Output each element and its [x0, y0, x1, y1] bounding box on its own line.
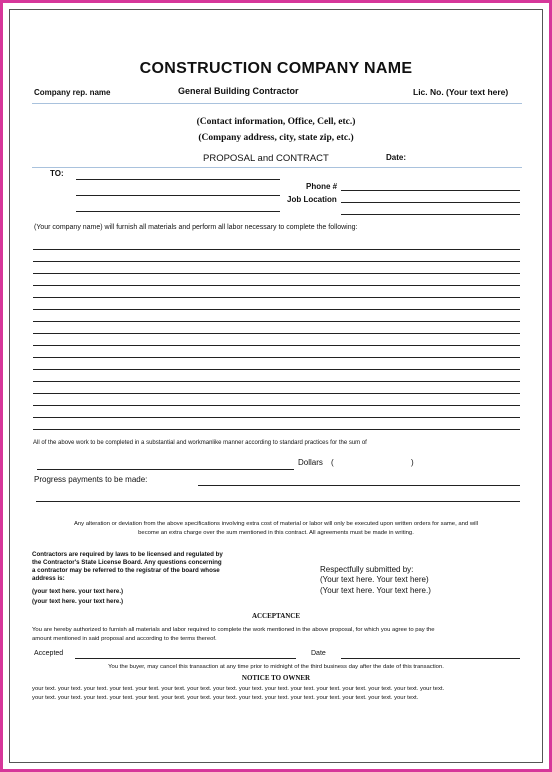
- work-line[interactable]: [33, 393, 520, 394]
- paren-open: (: [331, 458, 334, 467]
- license-notice-line: the Contractor's State License Board. Any questions concerning: [32, 559, 222, 566]
- progress-line-2[interactable]: [36, 501, 520, 502]
- proposal-rule: [32, 167, 522, 168]
- accepted-signature-line[interactable]: [75, 658, 296, 659]
- work-line[interactable]: [33, 405, 520, 406]
- to-label: TO:: [50, 169, 64, 178]
- work-line[interactable]: [33, 333, 520, 334]
- accepted-label: Accepted: [34, 650, 64, 657]
- progress-label: Progress payments to be made:: [34, 475, 148, 484]
- work-line[interactable]: [33, 297, 520, 298]
- license-notice-line: (your text here. your text here.): [32, 598, 124, 605]
- progress-line-1[interactable]: [198, 485, 520, 486]
- license-notice-line: Contractors are required by laws to be licensed and regulated by: [32, 551, 223, 558]
- contract-page: [9, 9, 543, 763]
- alteration-line-1: Any alteration or deviation from the above specifications involving extra cost of material or labor will only be executed upon written orders for same, and will: [73, 521, 479, 527]
- submitted-line: Respectfully submitted by:: [320, 565, 414, 574]
- work-line[interactable]: [33, 261, 520, 262]
- job-location-line[interactable]: [341, 202, 520, 203]
- acceptance-line-2: amount mentioned in said proposal and according to the terms thereof.: [32, 636, 217, 642]
- proposal-title: PROPOSAL and CONTRACT: [203, 153, 329, 164]
- header-rule: [32, 103, 522, 104]
- work-line[interactable]: [33, 381, 520, 382]
- work-line[interactable]: [33, 249, 520, 250]
- date-label: Date:: [386, 153, 407, 162]
- phone-line[interactable]: [341, 190, 520, 191]
- alteration-line-2: become an extra charge over the sum mentioned in this contract. All agreements must be made in writing.: [138, 530, 414, 536]
- paren-close: ): [411, 458, 414, 467]
- work-line[interactable]: [33, 357, 520, 358]
- to-line-2[interactable]: [76, 195, 280, 196]
- acceptance-line-1: You are hereby authorized to furnish all materials and labor required to complete the work mentioned in the above proposal, for which you agree to pay the: [32, 627, 435, 633]
- dollars-label: Dollars: [298, 458, 323, 467]
- company-name: CONSTRUCTION COMPANY NAME: [139, 60, 413, 77]
- work-line[interactable]: [33, 417, 520, 418]
- acceptance-date-label: Date: [311, 650, 326, 657]
- work-line[interactable]: [33, 321, 520, 322]
- acceptance-date-line[interactable]: [341, 658, 520, 659]
- submitted-line: (Your text here. Your text here): [320, 575, 429, 584]
- to-line-1[interactable]: [76, 179, 280, 180]
- license-notice-line: (your text here. your text here.): [32, 588, 124, 595]
- scope-intro: (Your company name) will furnish all materials and perform all labor necessary to complete the following:: [34, 224, 358, 231]
- work-line[interactable]: [33, 285, 520, 286]
- work-line[interactable]: [33, 309, 520, 310]
- company-address: (Company address, city, state zip, etc.): [198, 133, 354, 143]
- job-location-line-2[interactable]: [341, 214, 520, 215]
- submitted-line: (Your text here. Your text here.): [320, 586, 431, 595]
- amount-words-line[interactable]: [37, 469, 294, 470]
- contact-info: (Contact information, Office, Cell, etc.): [196, 117, 356, 127]
- sum-text: All of the above work to be completed in a substantial and workmanlike manner according to standard practices for the sum of: [33, 440, 367, 446]
- notice-heading: NOTICE TO OWNER: [241, 674, 311, 682]
- license-number: Lic. No. (Your text here): [413, 87, 509, 97]
- cancel-notice: You the buyer, may cancel this transaction at any time prior to midnight of the third business day after the date of this transaction.: [108, 664, 444, 670]
- work-line[interactable]: [33, 273, 520, 274]
- acceptance-heading: ACCEPTANCE: [251, 612, 301, 620]
- license-notice-line: address is:: [32, 575, 65, 582]
- work-line[interactable]: [33, 369, 520, 370]
- company-rep-name: Company rep. name: [34, 88, 111, 97]
- notice-line-2: your text. your text. your text. your text. your text. your text. your text. your text. your text. your text. your text. your text. your text. your text. your text.: [32, 695, 419, 701]
- notice-line-1: your text. your text. your text. your text. your text. your text. your text. your text. your text. your text. your text. your text. your text. your text. your text. your text.: [32, 686, 445, 692]
- job-location-label: Job Location: [287, 195, 337, 204]
- work-line[interactable]: [33, 429, 520, 430]
- license-notice-line: a contractor may be referred to the registrar of the board whose: [32, 567, 220, 574]
- to-line-3[interactable]: [76, 211, 280, 212]
- phone-label: Phone #: [306, 182, 338, 191]
- business-type: General Building Contractor: [178, 86, 299, 96]
- work-line[interactable]: [33, 345, 520, 346]
